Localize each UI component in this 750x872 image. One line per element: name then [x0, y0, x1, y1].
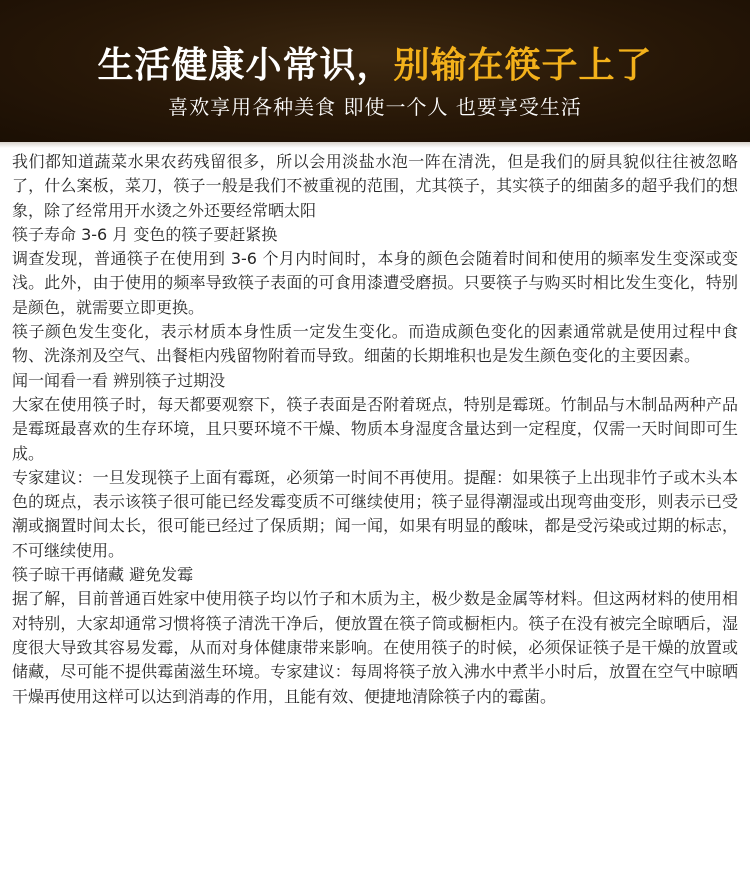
section-heading: 闻一闻看一看 辨别筷子过期没	[12, 370, 226, 390]
header-banner	[0, 0, 750, 142]
article-paragraph: 我们都知道蔬菜水果农药残留很多，所以会用淡盐水泡一阵在清洗，但是我们的厨具貌似往往被忽略了，什么案板，菜刀，筷子一般是我们不被重视的范围，尤其筷子，其实筷子的细菌多的超乎我们的想象，除了经常用开水烫之外还要经常晒太阳	[12, 152, 738, 220]
section-heading: 筷子晾干再储藏 避免发霉	[12, 565, 194, 585]
page-title-highlight: 别输在筷子上了	[393, 45, 653, 86]
page-title	[0, 44, 750, 88]
article-paragraph: 据了解，目前普通百姓家中使用筷子均以竹子和木质为主，极少数是金属等材料。但这两材料的使用相对特别，大家却通常习惯将筷子清洗干净后，便放置在筷子筒或橱柜内。筷子在没有被完全晾晒后，湿度很大导致其容易发霉，从而对身体健康带来影响。在使用筷子的时候，必须保证筷子是干燥的放置或储藏，尽可能不提供霉菌滋生环境。专家建议：每周将筷子放入沸水中煮半小时后，放置在空气中晾晒干燥再使用这样可以达到消毒的作用，且能有效、便捷地清除筷子内的霉菌。	[12, 589, 738, 706]
article-body	[12, 150, 738, 709]
article-paragraph: 大家在使用筷子时，每天都要观察下，筷子表面是否附着斑点，特别是霉斑。竹制品与木制品两种产品是霉斑最喜欢的生存环境，且只要环境不干燥、物质本身湿度含量达到一定程度，仅需一天时间即可生成。	[12, 394, 738, 463]
article-paragraph: 专家建议：一旦发现筷子上面有霉斑，必须第一时间不再使用。提醒：如果筷子上出现非竹子或木头本色的斑点，表示该筷子很可能已经发霉变质不可继续使用；筷子显得潮湿或出现弯曲变形，则表示已受潮或搁置时间太长，很可能已经过了保质期；闻一闻，如果有明显的酸味，都是受污染或过期的标志，不可继续使用。	[12, 467, 738, 560]
section-heading: 筷子寿命 3-6 月 变色的筷子要赶紧换	[12, 224, 278, 244]
page-title-white: 生活健康小常识，	[97, 45, 394, 86]
page-subtitle: 喜欢享用各种美食 即使一个人 也要享受生活	[168, 95, 582, 119]
article-paragraph: 调查发现，普通筷子在使用到 3-6 个月内时间时，本身的颜色会随着时间和使用的频率发生变深或变浅。此外，由于使用的频率导致筷子表面的可食用漆遭受磨损。只要筷子与购买时相比发生变化，特别是颜色，就需要立即更换。	[12, 249, 738, 317]
header-divider	[0, 142, 750, 148]
article-paragraph: 筷子颜色发生变化，表示材质本身性质一定发生变化。而造成颜色变化的因素通常就是使用过程中食物、洗涤剂及空气、出餐柜内残留物附着而导致。细菌的长期堆积也是发生颜色变化的主要因素。	[12, 322, 738, 366]
